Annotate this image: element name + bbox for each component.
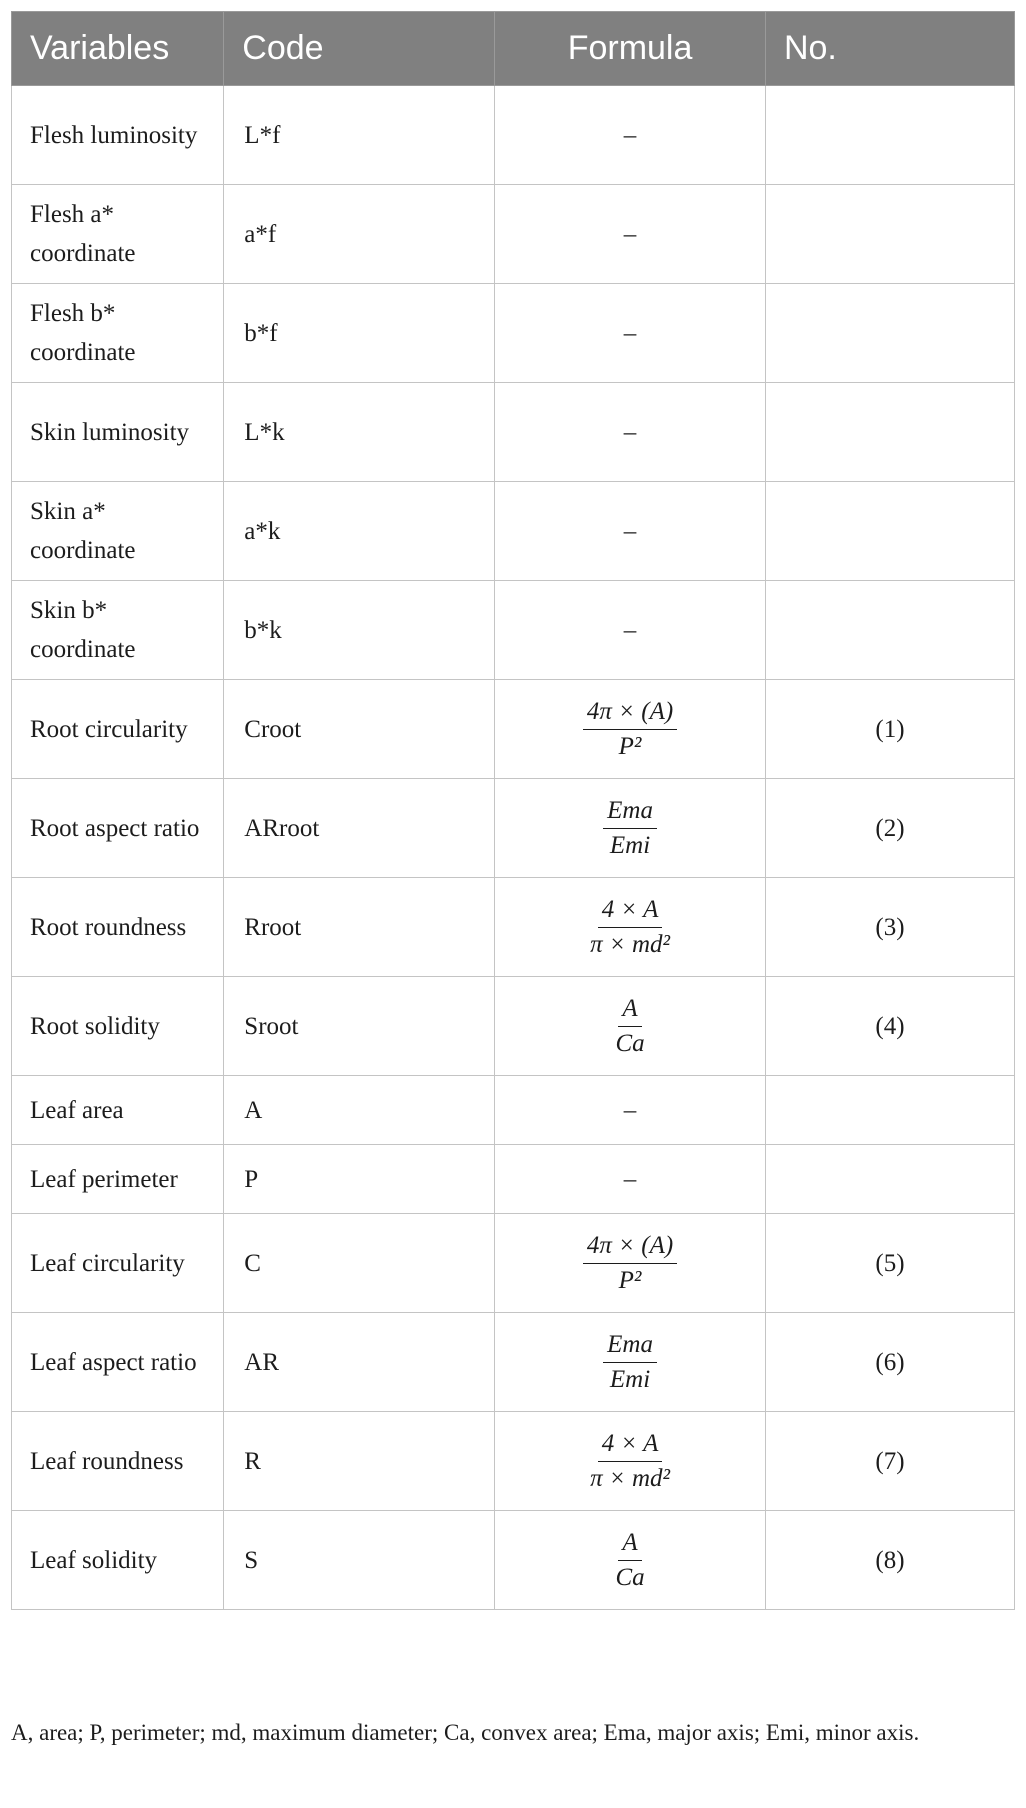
number-cell	[765, 284, 1014, 383]
code-cell: Rroot	[224, 878, 495, 977]
table-row	[12, 86, 1015, 185]
code-cell: L*k	[224, 383, 495, 482]
table-row	[12, 284, 1015, 383]
formula-cell	[495, 779, 766, 878]
formula-cell	[495, 878, 766, 977]
table-row	[12, 779, 1015, 878]
table-row	[12, 1145, 1015, 1214]
variable-cell: Leaf area	[12, 1076, 224, 1145]
formula-cell: –	[495, 581, 766, 680]
variable-cell: Root roundness	[12, 878, 224, 977]
header-variables: Variables	[12, 12, 224, 86]
fraction-numerator: 4π × (A)	[583, 1229, 677, 1264]
variable-cell: Skin a* coordinate	[12, 482, 224, 581]
code-cell: b*f	[224, 284, 495, 383]
number-cell: (4)	[765, 977, 1014, 1076]
fraction	[583, 695, 677, 764]
number-cell	[765, 86, 1014, 185]
number-cell	[765, 482, 1014, 581]
code-cell: A	[224, 1076, 495, 1145]
code-cell: ARroot	[224, 779, 495, 878]
variable-cell: Leaf aspect ratio	[12, 1313, 224, 1412]
table-footnote: A, area; P, perimeter; md, maximum diameter; Ca, convex area; Ema, major axis; Emi, minor axis.	[11, 1720, 920, 1745]
formula-cell	[495, 1511, 766, 1610]
fraction	[586, 1427, 674, 1496]
formula-cell: –	[495, 185, 766, 284]
number-cell: (8)	[765, 1511, 1014, 1610]
formula-cell: –	[495, 482, 766, 581]
code-cell: R	[224, 1412, 495, 1511]
code-cell: Croot	[224, 680, 495, 779]
table-row	[12, 1511, 1015, 1610]
table-row	[12, 482, 1015, 581]
code-cell: C	[224, 1214, 495, 1313]
number-cell	[765, 185, 1014, 284]
variable-cell: Root solidity	[12, 977, 224, 1076]
table-row	[12, 1313, 1015, 1412]
fraction	[611, 992, 648, 1061]
number-cell: (3)	[765, 878, 1014, 977]
variable-cell: Root aspect ratio	[12, 779, 224, 878]
number-cell	[765, 1145, 1014, 1214]
fraction-denominator: π × md²	[590, 930, 671, 958]
formula-cell	[495, 1313, 766, 1412]
number-cell	[765, 1076, 1014, 1145]
fraction-numerator: A	[618, 1526, 641, 1561]
variable-cell: Skin b* coordinate	[12, 581, 224, 680]
number-cell: (5)	[765, 1214, 1014, 1313]
variable-cell: Root circularity	[12, 680, 224, 779]
code-cell: a*f	[224, 185, 495, 284]
variable-cell: Leaf perimeter	[12, 1145, 224, 1214]
fraction	[583, 1229, 677, 1298]
code-cell: Sroot	[224, 977, 495, 1076]
variable-cell: Flesh a* coordinate	[12, 185, 224, 284]
variable-cell: Leaf circularity	[12, 1214, 224, 1313]
header-code: Code	[224, 12, 495, 86]
number-cell: (7)	[765, 1412, 1014, 1511]
table-row	[12, 1214, 1015, 1313]
table-row	[12, 581, 1015, 680]
table-row	[12, 1076, 1015, 1145]
formula-cell: –	[495, 1076, 766, 1145]
table-row	[12, 185, 1015, 284]
formula-cell	[495, 1412, 766, 1511]
number-cell	[765, 383, 1014, 482]
fraction	[586, 893, 674, 962]
table-row	[12, 878, 1015, 977]
table-row	[12, 383, 1015, 482]
code-cell: a*k	[224, 482, 495, 581]
table-row	[12, 1412, 1015, 1511]
number-cell: (1)	[765, 680, 1014, 779]
fraction-denominator: π × md²	[590, 1464, 671, 1492]
fraction-numerator: 4 × A	[598, 893, 663, 928]
fraction	[611, 1526, 648, 1595]
formula-cell	[495, 977, 766, 1076]
code-cell: L*f	[224, 86, 495, 185]
code-cell: b*k	[224, 581, 495, 680]
fraction-numerator: 4 × A	[598, 1427, 663, 1462]
fraction-denominator: Ca	[615, 1029, 645, 1057]
variable-cell: Flesh b* coordinate	[12, 284, 224, 383]
fraction-numerator: A	[618, 992, 641, 1027]
table-row	[12, 977, 1015, 1076]
header-formula: Formula	[495, 12, 766, 86]
fraction-denominator: Emi	[609, 831, 651, 859]
header-row	[12, 12, 1015, 86]
header-no: No.	[765, 12, 1014, 86]
variables-table	[11, 11, 1015, 1610]
code-cell: S	[224, 1511, 495, 1610]
formula-cell: –	[495, 86, 766, 185]
fraction-denominator: P²	[618, 1266, 642, 1294]
number-cell	[765, 581, 1014, 680]
formula-cell: –	[495, 383, 766, 482]
fraction-numerator: Ema	[603, 1328, 657, 1363]
number-cell: (2)	[765, 779, 1014, 878]
variable-cell: Leaf roundness	[12, 1412, 224, 1511]
fraction-denominator: Emi	[609, 1365, 651, 1393]
table-row	[12, 680, 1015, 779]
number-cell: (6)	[765, 1313, 1014, 1412]
fraction	[603, 1328, 657, 1397]
variable-cell: Leaf solidity	[12, 1511, 224, 1610]
code-cell: P	[224, 1145, 495, 1214]
fraction-denominator: P²	[618, 732, 642, 760]
fraction	[603, 794, 657, 863]
variable-cell: Flesh luminosity	[12, 86, 224, 185]
fraction-numerator: Ema	[603, 794, 657, 829]
fraction-denominator: Ca	[615, 1563, 645, 1591]
formula-cell	[495, 1214, 766, 1313]
formula-cell	[495, 680, 766, 779]
formula-cell: –	[495, 284, 766, 383]
formula-cell: –	[495, 1145, 766, 1214]
code-cell: AR	[224, 1313, 495, 1412]
fraction-numerator: 4π × (A)	[583, 695, 677, 730]
variable-cell: Skin luminosity	[12, 383, 224, 482]
